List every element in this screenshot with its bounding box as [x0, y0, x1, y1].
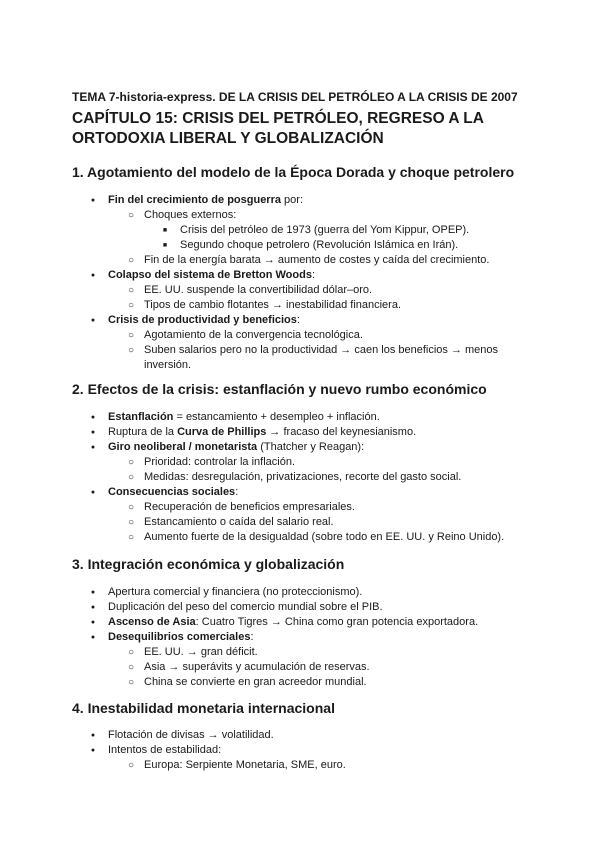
list-item: Fin del crecimiento de posguerra por:: [108, 194, 304, 206]
list-item: Fin de la energía barata → aumento de costes y caída del crecimiento.: [144, 254, 490, 266]
bullet-circle-icon: [126, 343, 136, 358]
list-item: Consecuencias sociales:: [108, 486, 239, 498]
bullet-dot-icon: [88, 743, 98, 759]
list-item: Colapso del sistema de Bretton Woods:: [108, 269, 316, 281]
list-item: Desequilibrios comerciales:: [108, 631, 254, 643]
bullet-dot-icon: [88, 585, 98, 601]
bullet-circle-icon: [126, 500, 136, 515]
bullet-dot-icon: [88, 615, 98, 631]
list-item: Estanflación = estancamiento + desempleo + inflación.: [108, 411, 380, 423]
bullet-circle-icon: [126, 283, 136, 298]
chapter-title: CAPÍTULO 15: CRISIS DEL PETRÓLEO, REGRESO A LA ORTODOXIA LIBERAL Y GLOBALIZACIÓN: [72, 110, 484, 147]
section-3-heading: 3. Integración económica y globalización: [72, 556, 345, 572]
list-item: Estancamiento o caída del salario real.: [144, 516, 334, 528]
bullet-circle-icon: [126, 515, 136, 530]
list-item: Duplicación del peso del comercio mundial sobre el PIB.: [108, 601, 383, 613]
list-item: Segundo choque petrolero (Revolución Islámica en Irán).: [180, 239, 459, 251]
bullet-circle-icon: [126, 328, 136, 343]
list-item: Ruptura de la Curva de Phillips → fracaso del keynesianismo.: [108, 426, 417, 438]
list-item: Crisis del petróleo de 1973 (guerra del Yom Kippur, OPEP).: [180, 224, 470, 236]
list-item: Crisis de productividad y beneficios:: [108, 314, 300, 326]
list-item: Apertura comercial y financiera (no proteccionismo).: [108, 586, 363, 598]
bullet-circle-icon: [126, 455, 136, 470]
list-item: China se convierte en gran acreedor mundial.: [144, 676, 367, 688]
list-item: EE. UU. → gran déficit.: [144, 646, 258, 658]
bullet-circle-icon: [126, 675, 136, 690]
section-4-heading: 4. Inestabilidad monetaria internacional: [72, 700, 335, 716]
bullet-dot-icon: [88, 600, 98, 616]
bullet-dot-icon: [88, 410, 98, 426]
bullet-circle-icon: [126, 298, 136, 313]
section-2-heading: 2. Efectos de la crisis: estanflación y nuevo rumbo económico: [72, 381, 487, 397]
bullet-dot-icon: [88, 728, 98, 744]
bullet-circle-icon: [126, 253, 136, 268]
list-item: Asia → superávits y acumulación de reservas.: [144, 661, 370, 673]
list-item: Intentos de estabilidad:: [108, 744, 222, 756]
bullet-square-icon: [160, 223, 170, 239]
bullet-dot-icon: [88, 630, 98, 646]
list-item: Aumento fuerte de la desigualdad (sobre todo en EE. UU. y Reino Unido).: [144, 531, 505, 543]
list-item: Medidas: desregulación, privatizaciones, recorte del gasto social.: [144, 471, 462, 483]
section-1-heading: 1. Agotamiento del modelo de la Época Dorada y choque petrolero: [72, 164, 515, 180]
list-item: Flotación de divisas → volatilidad.: [108, 729, 274, 741]
list-item: Prioridad: controlar la inflación.: [144, 456, 296, 468]
bullet-dot-icon: [88, 193, 98, 209]
bullet-circle-icon: [126, 660, 136, 675]
list-item: Tipos de cambio flotantes → inestabilidad financiera.: [144, 299, 402, 311]
list-item: Choques externos:: [144, 209, 237, 221]
list-item: Suben salarios pero no la productividad → caen los beneficios → menos inversión.: [144, 344, 499, 371]
list-item: Europa: Serpiente Monetaria, SME, euro.: [144, 759, 346, 771]
bullet-circle-icon: [126, 530, 136, 545]
list-item: EE. UU. suspende la convertibilidad dólar–oro.: [144, 284, 373, 296]
bullet-circle-icon: [126, 470, 136, 485]
bullet-dot-icon: [88, 485, 98, 501]
list-item: Recuperación de beneficios empresariales.: [144, 501, 355, 513]
bullet-dot-icon: [88, 268, 98, 284]
bullet-dot-icon: [88, 440, 98, 456]
bullet-circle-icon: [126, 645, 136, 660]
list-item: Giro neoliberal / monetarista (Thatcher y Reagan):: [108, 441, 365, 453]
bullet-dot-icon: [88, 313, 98, 329]
bullet-circle-icon: [126, 758, 136, 773]
bullet-square-icon: [160, 238, 170, 254]
bullet-dot-icon: [88, 425, 98, 441]
list-item: Agotamiento de la convergencia tecnológica.: [144, 329, 363, 341]
bullet-circle-icon: [126, 208, 136, 223]
document-header: TEMA 7-historia-express. DE LA CRISIS DEL PETRÓLEO A LA CRISIS DE 2007: [72, 90, 518, 104]
list-item: Ascenso de Asia: Cuatro Tigres → China como gran potencia exportadora.: [108, 616, 479, 628]
